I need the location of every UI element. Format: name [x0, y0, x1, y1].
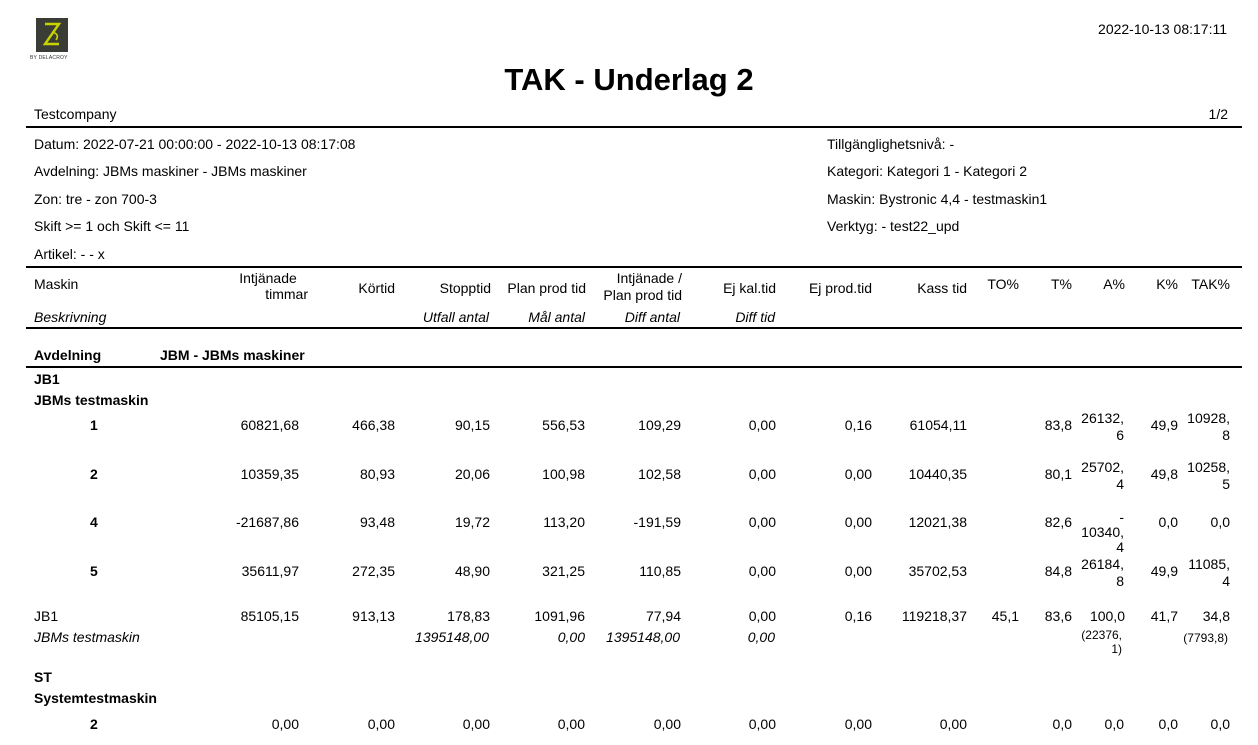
cell-intjanade: 10359,35	[240, 466, 299, 482]
filter-date: Datum: 2022-07-21 00:00:00 - 2022-10-13 08:17:08	[34, 136, 356, 152]
cell-intjanade: 0,00	[271, 716, 299, 732]
col-header-intj-plan	[603, 270, 682, 304]
cell-k: 49,9	[1150, 563, 1178, 579]
col-header-maskin: Maskin	[34, 276, 79, 292]
col-header-utfall-antal: Utfall antal	[422, 309, 489, 325]
cell-stopptid: 0,00	[462, 716, 490, 732]
cell-tak	[1187, 459, 1230, 493]
avdelning-value: JBM - JBMs maskiner	[160, 347, 305, 363]
cell-kass: 61054,11	[909, 417, 967, 433]
cell-a	[1081, 556, 1124, 590]
col-header-to: TO%	[987, 276, 1019, 292]
divider	[26, 327, 1242, 329]
col-header-diff-tid: Diff tid	[735, 309, 775, 325]
cell-tak	[1187, 410, 1230, 444]
filter-department: Avdelning: JBMs maskiner - JBMs maskiner	[34, 163, 307, 179]
cell-stopptid: 20,06	[454, 466, 490, 482]
cell-ej-kal: 0,00	[748, 466, 776, 482]
summary-a-extra-line2: 1)	[1111, 642, 1122, 656]
summary-a: 100,0	[1089, 608, 1125, 624]
cell-k: 0,0	[1158, 514, 1178, 530]
summary-to: 45,1	[991, 608, 1019, 624]
cell-intj-plan: 0,00	[653, 716, 681, 732]
col-header-diff-antal: Diff antal	[624, 309, 680, 325]
col-header-tak: TAK%	[1191, 276, 1230, 292]
cell-tak-line2: 4	[1222, 573, 1230, 589]
col-header-ej-prod-tid: Ej prod.tid	[808, 280, 872, 296]
summary-intjanade: 85105,15	[240, 608, 299, 624]
cell-plan-prod: 556,53	[542, 417, 585, 433]
cell-a-line1: 26184,	[1081, 556, 1124, 572]
col-header-beskrivning: Beskrivning	[34, 309, 107, 325]
cell-a	[1081, 410, 1124, 444]
page-number: 1/2	[1208, 106, 1228, 122]
cell-intj-plan: 109,29	[638, 417, 681, 433]
cell-ej-kal: 0,00	[748, 417, 776, 433]
summary-ej-prod: 0,16	[844, 608, 872, 624]
summary-a-extra-line1: (22376,	[1081, 628, 1122, 642]
row-id: 2	[90, 716, 98, 732]
summary-intj-plan: 77,94	[645, 608, 681, 624]
cell-plan-prod: 113,20	[543, 514, 585, 530]
summary-plan-prod: 1091,96	[534, 608, 585, 624]
cell-intj-plan: -191,59	[633, 514, 681, 530]
group-code: JB1	[34, 371, 60, 387]
cell-tak-line2: 8	[1222, 427, 1230, 443]
col-header-intj-plan-line2: Plan prod tid	[603, 287, 682, 303]
cell-stopptid: 19,72	[454, 514, 490, 530]
summary-utfall: 1395148,00	[415, 629, 489, 645]
cell-tak: 0,0	[1210, 716, 1230, 732]
summary-name: JBMs testmaskin	[34, 629, 140, 645]
cell-kortid: 93,48	[359, 514, 395, 530]
row-id: 4	[90, 514, 98, 530]
cell-a-line2: 4	[1116, 476, 1124, 492]
col-header-stopptid: Stopptid	[439, 280, 491, 296]
summary-mal: 0,00	[557, 629, 585, 645]
col-header-intj-plan-line1: Intjänade /	[616, 270, 682, 286]
filter-tool: Verktyg: - test22_upd	[827, 218, 960, 234]
cell-kortid: 272,35	[352, 563, 395, 579]
cell-t: 0,0	[1052, 716, 1072, 732]
cell-intjanade: 35611,97	[241, 563, 299, 579]
summary-a-extra	[1081, 628, 1122, 656]
filter-shift: Skift >= 1 och Skift <= 11	[34, 218, 190, 234]
cell-a-line2: 8	[1116, 573, 1124, 589]
row-id: 1	[90, 417, 98, 433]
cell-ej-kal: 0,00	[748, 563, 776, 579]
divider	[26, 126, 1242, 128]
summary-code: JB1	[34, 608, 59, 624]
summary-tak: 34,8	[1202, 608, 1230, 624]
cell-a-line2: 10340,	[1081, 524, 1124, 540]
summary-kortid: 913,13	[352, 608, 395, 624]
summary-diff-antal: 1395148,00	[606, 629, 680, 645]
cell-ej-prod: 0,16	[844, 417, 872, 433]
col-header-kass-tid: Kass tid	[917, 280, 967, 296]
cell-a	[1081, 459, 1124, 493]
cell-stopptid: 90,15	[454, 417, 490, 433]
cell-plan-prod: 100,98	[542, 466, 585, 482]
col-header-kortid: Körtid	[358, 280, 395, 296]
divider	[26, 266, 1242, 268]
logo-tagline: BY DELACROY	[30, 55, 68, 61]
cell-ej-prod: 0,00	[844, 514, 872, 530]
cell-plan-prod: 0,00	[557, 716, 585, 732]
report-timestamp: 2022-10-13 08:17:11	[1098, 21, 1227, 37]
col-header-k: K%	[1156, 276, 1178, 292]
cell-a-line1: 25702,	[1081, 459, 1124, 475]
cell-ej-kal: 0,00	[748, 514, 776, 530]
cell-k: 0,0	[1158, 716, 1178, 732]
cell-tak: 0,0	[1210, 514, 1230, 530]
cell-a-line1: -	[1119, 509, 1124, 525]
row-id: 5	[90, 563, 98, 579]
cell-t: 80,1	[1044, 466, 1072, 482]
summary-kass: 119218,37	[901, 608, 967, 624]
cell-kortid: 80,93	[359, 466, 395, 482]
group-code: ST	[34, 669, 52, 685]
cell-kortid: 466,38	[352, 417, 395, 433]
col-header-intjanade-line2: timmar	[265, 286, 308, 302]
col-header-intjanade	[228, 270, 308, 302]
col-header-mal-antal: Mål antal	[528, 309, 585, 325]
cell-plan-prod: 321,25	[542, 563, 585, 579]
group-name: JBMs testmaskin	[34, 392, 149, 408]
cell-tak	[1188, 556, 1230, 590]
summary-ej-kal: 0,00	[748, 608, 776, 624]
cell-t: 84,8	[1044, 563, 1072, 579]
cell-tak-line1: 10258,	[1187, 459, 1230, 475]
summary-k: 41,7	[1150, 608, 1178, 624]
col-header-ej-kal-tid: Ej kal.tid	[723, 280, 776, 296]
cell-ej-kal: 0,00	[748, 716, 776, 732]
cell-t: 83,8	[1044, 417, 1072, 433]
col-header-a: A%	[1103, 276, 1125, 292]
cell-ej-prod: 0,00	[844, 466, 872, 482]
cell-k: 49,9	[1150, 417, 1178, 433]
summary-stopptid: 178,83	[447, 608, 490, 624]
filter-category: Kategori: Kategori 1 - Kategori 2	[827, 163, 1028, 179]
page-title: TAK - Underlag 2	[504, 62, 754, 97]
filter-article: Artikel: - - x	[34, 246, 105, 262]
cell-stopptid: 48,90	[454, 563, 490, 579]
cell-kass: 10440,35	[908, 466, 967, 482]
cell-intjanade: -21687,86	[235, 514, 299, 530]
row-id: 2	[90, 466, 98, 482]
company-name: Testcompany	[34, 106, 117, 122]
company-logo	[36, 18, 68, 52]
cell-intj-plan: 102,58	[638, 466, 681, 482]
cell-tak-line1: 10928,	[1187, 410, 1230, 426]
cell-a-line2: 6	[1116, 427, 1124, 443]
cell-k: 49,8	[1150, 466, 1178, 482]
divider	[26, 366, 1242, 368]
cell-ej-prod: 0,00	[844, 716, 872, 732]
summary-tak-extra: (7793,8)	[1183, 631, 1228, 645]
filter-zone: Zon: tre - zon 700-3	[34, 191, 157, 207]
col-header-plan-prod-tid: Plan prod tid	[507, 280, 586, 296]
cell-kass: 0,00	[939, 716, 967, 732]
cell-a-line3: 4	[1116, 539, 1124, 555]
cell-ej-prod: 0,00	[844, 563, 872, 579]
cell-intjanade: 60821,68	[240, 417, 299, 433]
filter-availability: Tillgänglighetsnivå: -	[827, 136, 955, 152]
cell-kortid: 0,00	[367, 716, 395, 732]
cell-tak-line2: 5	[1222, 476, 1230, 492]
summary-diff-tid: 0,00	[747, 629, 775, 645]
cell-a: 0,0	[1104, 716, 1124, 732]
group-name: Systemtestmaskin	[34, 690, 157, 706]
cell-t: 82,6	[1044, 514, 1072, 530]
summary-t: 83,6	[1044, 608, 1072, 624]
cell-kass: 35702,53	[908, 563, 967, 579]
cell-a-line1: 26132,	[1081, 410, 1124, 426]
avdelning-label: Avdelning	[34, 347, 102, 363]
col-header-intjanade-line1: Intjänade	[239, 270, 297, 286]
col-header-t: T%	[1051, 276, 1072, 292]
cell-kass: 12021,38	[908, 514, 967, 530]
cell-tak-line1: 11085,	[1188, 556, 1230, 572]
filter-machine: Maskin: Bystronic 4,4 - testmaskin1	[827, 191, 1048, 207]
cell-intj-plan: 110,85	[639, 563, 681, 579]
cell-a	[1081, 510, 1124, 555]
